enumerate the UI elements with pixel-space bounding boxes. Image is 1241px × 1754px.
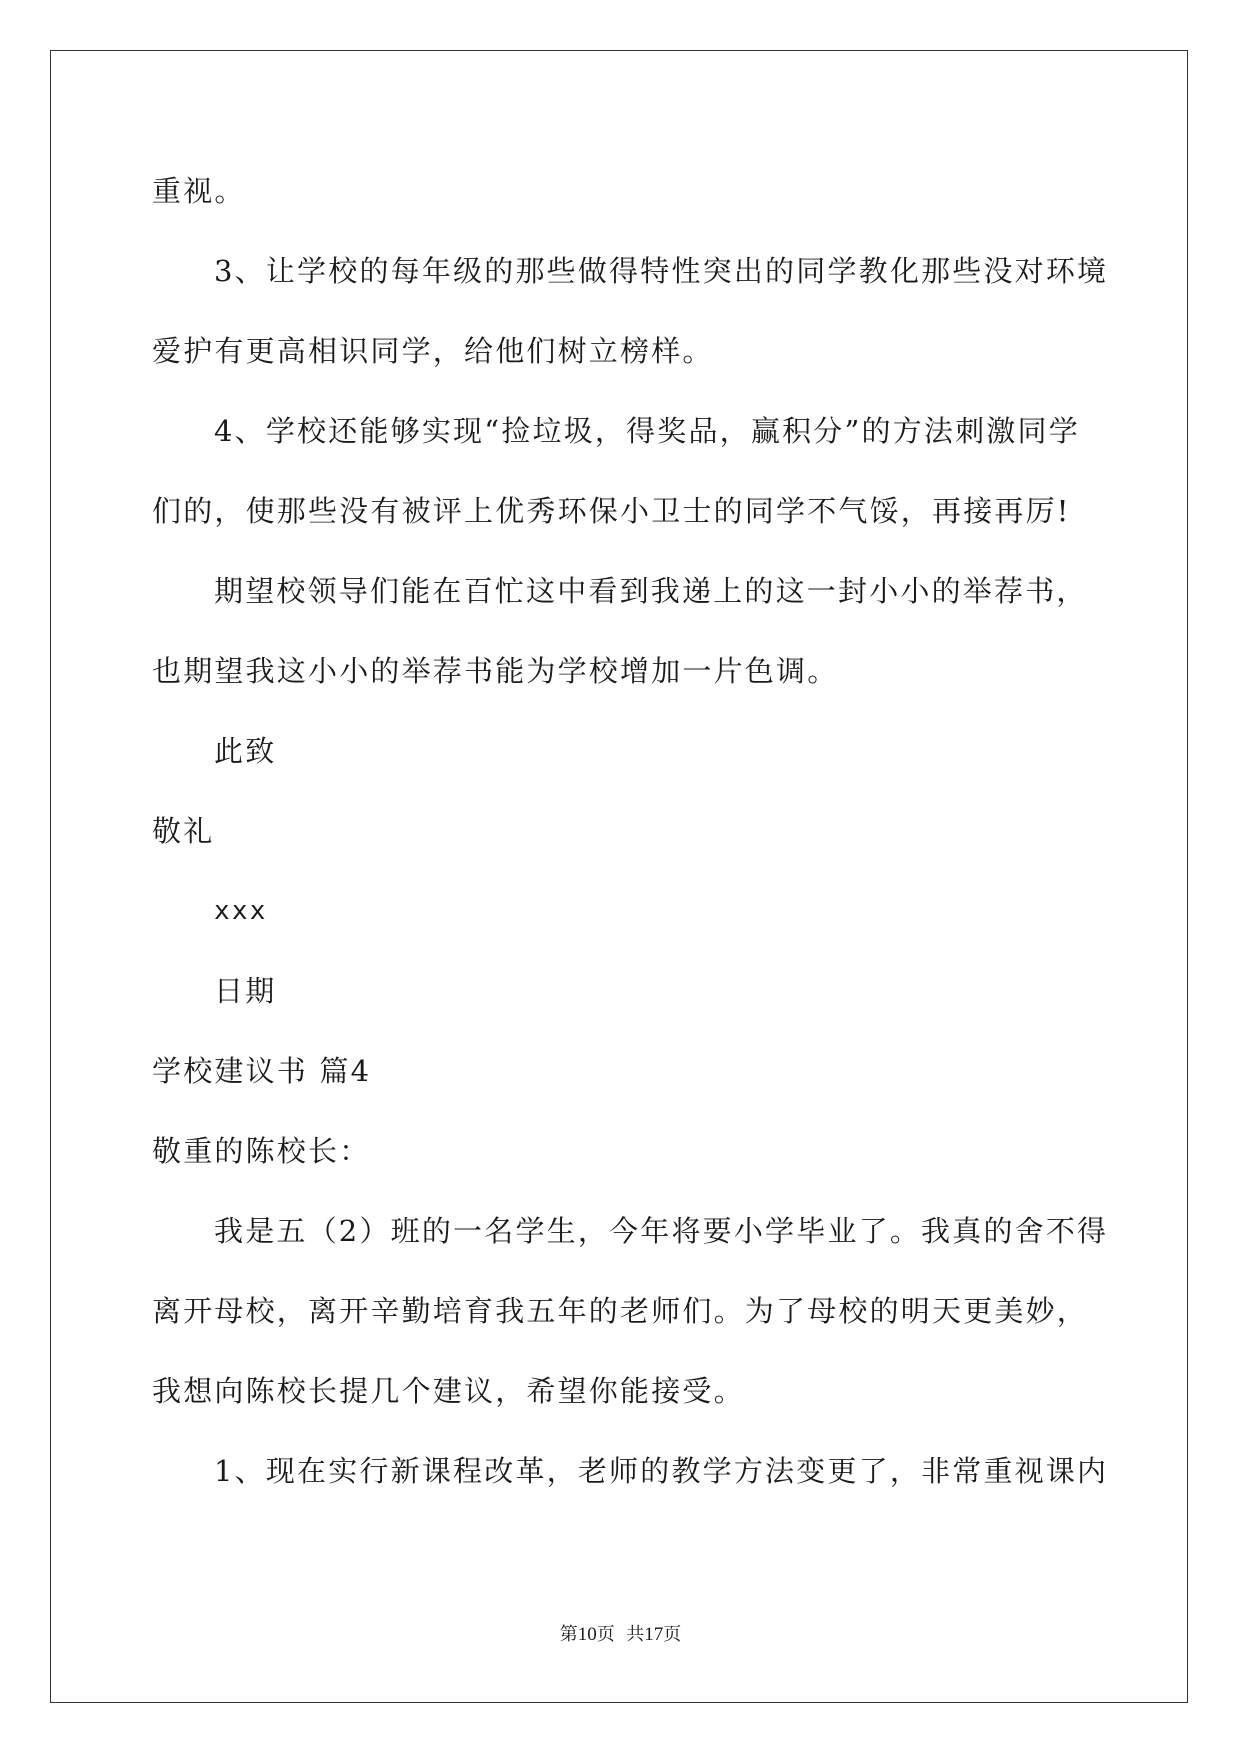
- text-line: 3、让学校的每年级的那些做得特性突出的同学教化那些没对环境: [214, 254, 1109, 288]
- closing-phrase: 此致: [214, 734, 277, 768]
- page-footer: [0, 1623, 1241, 1647]
- page-total: 17: [644, 1624, 664, 1645]
- salutation-closing: 敬礼: [152, 814, 215, 848]
- text-line: 重视。: [152, 174, 246, 208]
- date-line: 日期: [214, 974, 277, 1008]
- text-line: 也期望我这小小的举荐书能为学校增加一片色调。: [152, 654, 839, 688]
- text-line: 们的，使那些没有被评上优秀环保小卫士的同学不气馁，再接再厉!: [152, 494, 1071, 528]
- page-number: 10: [577, 1624, 597, 1645]
- section-heading: 学校建议书 篇4: [152, 1054, 372, 1088]
- text-line: 1、现在实行新课程改革，老师的教学方法变更了，非常重视课内: [214, 1454, 1109, 1488]
- footer-mid: 页 共: [596, 1624, 645, 1645]
- signature: xxx: [214, 896, 268, 926]
- text-line: 离开母校，离开辛勤培育我五年的老师们。为了母校的明天更美妙，: [152, 1294, 1089, 1328]
- footer-suffix: 页: [663, 1624, 682, 1645]
- text-line: 我想向陈校长提几个建议，希望你能接受。: [152, 1374, 745, 1408]
- text-line: 爱护有更高相识同学，给他们树立榜样。: [152, 334, 714, 368]
- text-line: 我是五（2）班的一名学生，今年将要小学毕业了。我真的舍不得: [214, 1214, 1109, 1248]
- text-line: 期望校领导们能在百忙这中看到我递上的这一封小小的举荐书，: [214, 574, 1088, 608]
- greeting: 敬重的陈校长：: [152, 1134, 371, 1168]
- text-line: 4、学校还能够实现“捡垃圾，得奖品，赢积分”的方法刺激同学: [214, 414, 1080, 448]
- footer-prefix: 第: [559, 1624, 578, 1645]
